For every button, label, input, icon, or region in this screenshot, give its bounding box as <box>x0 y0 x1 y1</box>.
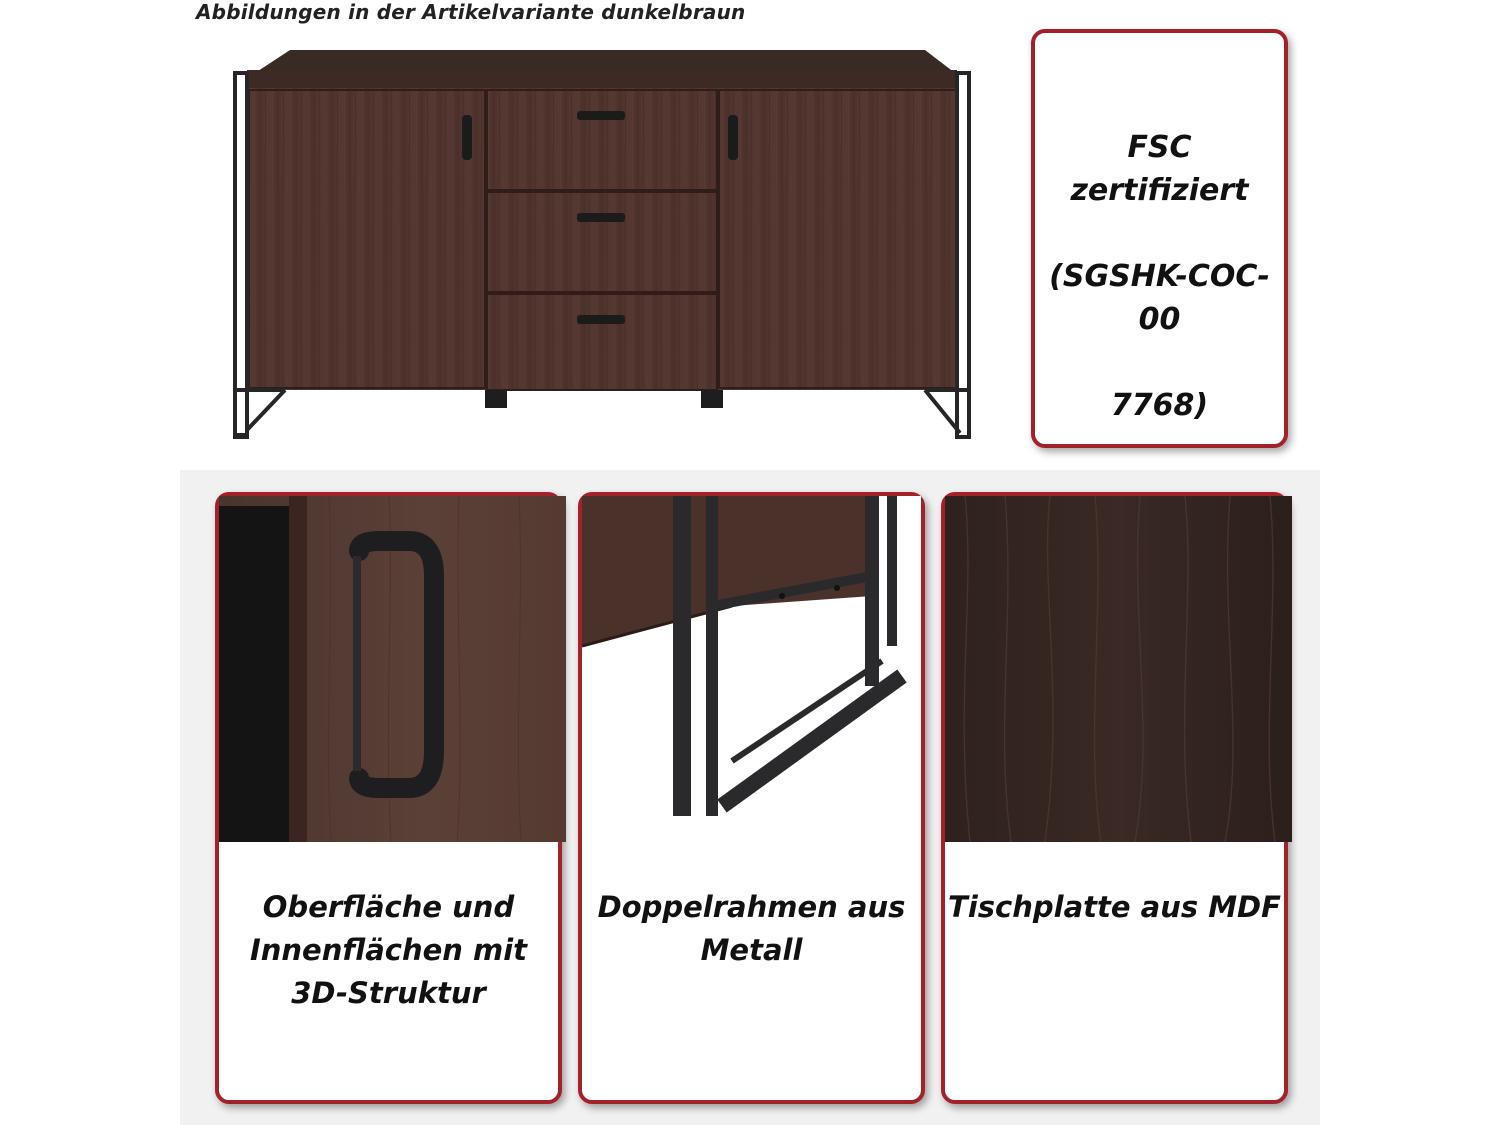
feature-text-frame: Doppelrahmen aus Metall <box>597 890 906 967</box>
double-frame-closeup-image <box>582 496 921 842</box>
handle-closeup-image <box>219 496 558 842</box>
image-caption: Abbildungen in der Artikelvariante dunkelbraun <box>196 0 746 24</box>
info-card <box>1031 29 1288 448</box>
feature-text-mdf: Tischplatte aus MDF <box>948 890 1281 924</box>
fsc-code-line1: (SGSHK-COC-00 <box>1049 259 1270 337</box>
sideboard-product-image <box>225 45 975 445</box>
feature-card-mdf <box>941 492 1288 1104</box>
fsc-certified-text: FSC zertifiziert <box>1070 130 1249 208</box>
feature-text-surface: Oberfläche und Innenflächen mit 3D-Struktur <box>249 890 528 1010</box>
mdf-texture-image <box>945 496 1284 842</box>
feature-card-surface <box>215 492 562 1104</box>
fsc-code-line2: 7768) <box>1110 388 1209 423</box>
feature-card-frame <box>578 492 925 1104</box>
